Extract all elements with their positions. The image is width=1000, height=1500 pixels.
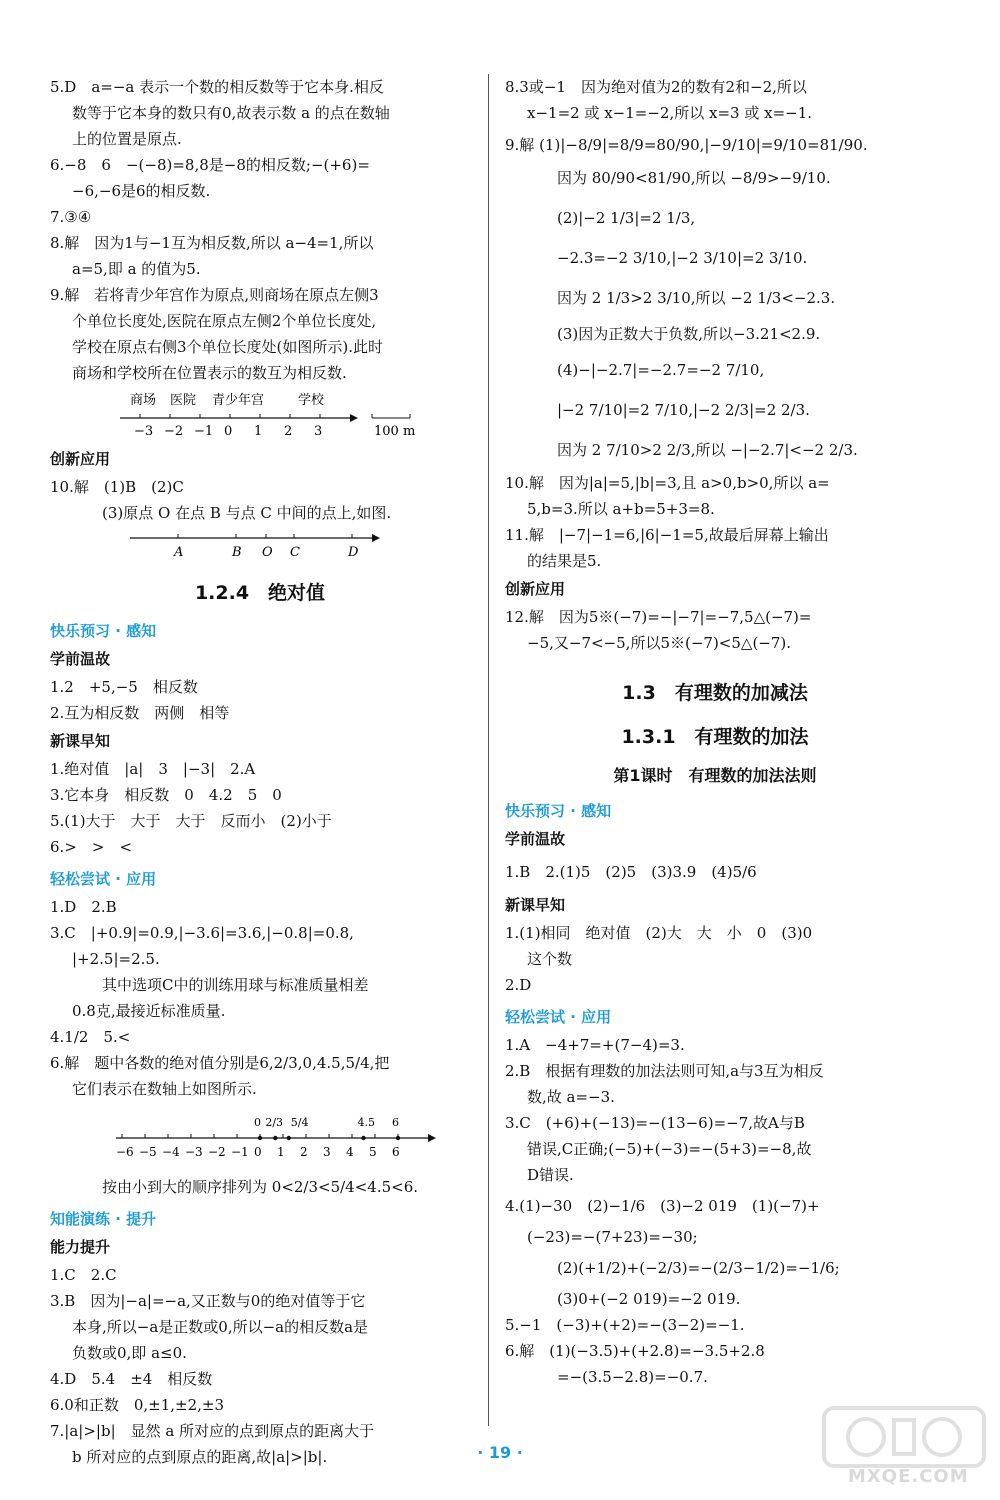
tick-label: 2	[300, 1145, 308, 1159]
r-try-line6: D错误.	[527, 1166, 574, 1184]
ability-line8: b 所对应的点到原点的距离,故|a|>|b|.	[72, 1448, 328, 1466]
q9-line1: 9.解 若将青少年宫作为原点,则商场在原点左侧3	[50, 286, 379, 304]
point-label: B	[232, 545, 242, 560]
review-line2: 2.互为相反数 两侧 相等	[50, 704, 230, 722]
r-q8-line1: 8.3或−1 因为绝对值为2的数有2和−2,所以	[505, 78, 807, 96]
r-q9-line8: |−2 7/10|=2 7/10,|−2 2/3|=2 2/3.	[557, 401, 810, 419]
tick-label: 3	[323, 1145, 331, 1159]
r-q11-line1: 11.解 |−7|−1=6,|6|−1=5,故最后屏幕上输出	[505, 526, 829, 544]
tick-label: −2	[208, 1145, 226, 1159]
tick-label: −3	[134, 424, 154, 439]
q6-line1: 6.−8 6 −(−8)=8,8是−8的相反数;−(+6)=	[50, 156, 370, 174]
tick-label: −6	[116, 1145, 134, 1159]
axis-arrow-icon	[428, 1134, 436, 1142]
tick-label: 1	[277, 1145, 285, 1159]
try-q6-line2: 它们表示在数轴上如图所示.	[72, 1080, 257, 1098]
r-try-line5: 错误,C正确;(−5)+(−3)=−(5+3)=−8,故	[527, 1140, 812, 1158]
tick-label: 3	[314, 424, 323, 439]
r-new-lesson-line3: 2.D	[505, 976, 532, 994]
axis-arrow-icon	[372, 534, 380, 542]
try-line2: 3.C |+0.9|=0.9,|−3.6|=3.6,|−0.8|=0.8,	[50, 924, 354, 942]
tick-label: −1	[231, 1145, 249, 1159]
new-lesson-line3: 5.(1)大于 大于 大于 反而小 (2)小于	[50, 812, 332, 830]
q10-line2: (3)原点 O 在点 B 与点 C 中间的点上,如图.	[102, 504, 392, 522]
number-line-figure-places	[110, 390, 430, 440]
point-label: C	[290, 545, 300, 560]
r-q10-line1: 10.解 因为|a|=5,|b|=3,且 a>0,b>0,所以 a=	[505, 474, 830, 492]
section-happy-preview-left: 快乐预习 · 感知	[50, 622, 157, 640]
point-label: A	[174, 545, 184, 560]
heading-1-3: 1.3 有理数的加减法	[622, 682, 808, 704]
q6-line2: −6,−6是6的相反数.	[72, 182, 211, 200]
q7-line: 7.③④	[50, 208, 92, 226]
ability-line5: 4.D 5.4 ±4 相反数	[50, 1370, 213, 1388]
place-label-mall: 商场	[130, 393, 157, 408]
tick-label: −4	[162, 1145, 180, 1159]
r-try-line11: 5.−1 (−3)+(+2)=−(3−2)=−1.	[505, 1316, 745, 1334]
tick-label: 5	[369, 1145, 377, 1159]
new-lesson-line1: 1.绝对值 |a| 3 |−3| 2.A	[50, 760, 256, 778]
q5-line2: 数等于它本身的数只有0,故表示数 a 的点在数轴	[72, 104, 390, 122]
r-q9-line7: (4)−|−2.7|=−2.7=−2 7/10,	[557, 361, 765, 379]
tick-label: 0	[254, 1145, 262, 1159]
ability-line1: 1.C 2.C	[50, 1266, 117, 1284]
new-lesson-line4: 6.> > <	[50, 838, 133, 856]
left-column	[50, 74, 470, 1470]
tick-label: 2	[284, 424, 293, 439]
heading-1-3-1: 1.3.1 有理数的加法	[621, 726, 809, 748]
r-q12-line2: −5,又−7<−5,所以5※(−7)<5△(−7).	[527, 634, 792, 652]
page-number: · 19 ·	[477, 1443, 523, 1462]
r-q11-line2: 的结果是5.	[527, 552, 602, 570]
heading-1-2-4: 1.2.4 绝对值	[194, 582, 326, 604]
r-q9-line4: −2.3=−2 3/10,|−2 3/10|=2 3/10.	[557, 249, 808, 267]
try-q6-conclusion: 按由小到大的顺序排列为 0<2/3<5/4<4.5<6.	[102, 1178, 419, 1196]
r-q9-line5: 因为 2 1/3>2 3/10,所以 −2 1/3<−2.3.	[557, 289, 836, 307]
tick-label: −1	[194, 424, 214, 439]
number-line-figure-abocd	[120, 530, 420, 564]
try-q6-line1: 6.解 题中各数的绝对值分别是6,2/3,0,4.5,5/4,把	[50, 1054, 390, 1072]
ability-line2: 3.B 因为|−a|=−a,又正数与0的绝对值等于它	[50, 1292, 366, 1310]
section-happy-preview-right: 快乐预习 · 感知	[505, 802, 612, 820]
r-try-line12: 6.解 (1)(−3.5)+(+2.8)=−3.5+2.8	[505, 1342, 765, 1360]
r-try-line8: (−23)=−(7+23)=−30;	[527, 1228, 698, 1246]
subsection-new-lesson-left: 新课早知	[50, 732, 111, 750]
q8-line2: a=5,即 a 的值为5.	[72, 260, 201, 278]
subsection-new-lesson-right: 新课早知	[505, 896, 566, 914]
r-q10-line2: 5,b=3.所以 a+b=5+3=8.	[527, 500, 715, 518]
section-innovation-left: 创新应用	[50, 450, 111, 468]
r-try-line2: 2.B 根据有理数的加法法则可知,a与3互为相反	[505, 1062, 824, 1080]
r-try-line1: 1.A −4+7=+(7−4)=3.	[505, 1036, 685, 1054]
tick-label: −5	[139, 1145, 157, 1159]
tick-label: −2	[164, 424, 184, 439]
scale-label: 100 m	[374, 424, 416, 439]
tick-label: 1	[254, 424, 263, 439]
try-line3: |+2.5|=2.5.	[72, 950, 160, 968]
marked-label: 2/3	[265, 1116, 284, 1129]
q5-line1: 5.D a=−a 表示一个数的相反数等于它本身.相反	[50, 78, 384, 96]
subsection-review-right: 学前温故	[505, 830, 566, 848]
section-innovation-right: 创新应用	[505, 580, 566, 598]
r-try-line7: 4.(1)−30 (2)−1/6 (3)−2 019 (1)(−7)+	[505, 1197, 820, 1215]
r-try-line9: (2)(+1/2)+(−2/3)=−(2/3−1/2)=−1/6;	[557, 1259, 840, 1277]
ability-line4: 负数或0,即 a≤0.	[72, 1344, 187, 1362]
r-new-lesson-line2: 这个数	[527, 950, 573, 968]
tick-label: 6	[392, 1145, 400, 1159]
tick-label: 0	[224, 424, 233, 439]
r-q8-line2: x−1=2 或 x−1=−2,所以 x=3 或 x=−1.	[527, 104, 813, 122]
r-q9-line6: (3)因为正数大于负数,所以−3.21<2.9.	[557, 325, 821, 343]
column-divider	[488, 74, 489, 1426]
place-label-school: 学校	[298, 393, 325, 408]
q9-line4: 商场和学校所在位置表示的数互为相反数.	[72, 364, 347, 382]
place-label-hospital: 医院	[170, 393, 197, 408]
r-q12-line1: 12.解 因为5※(−7)=−|−7|=−7,5△(−7)=	[505, 608, 812, 626]
point-label: O	[262, 545, 273, 560]
right-column	[505, 74, 925, 1390]
tick-label: 4	[346, 1145, 354, 1159]
new-lesson-line2: 3.它本身 相反数 0 4.2 5 0	[50, 786, 282, 804]
try-line1: 1.D 2.B	[50, 898, 117, 916]
ability-line6: 6.0和正数 0,±1,±2,±3	[50, 1396, 225, 1414]
ability-line7: 7.|a|>|b| 显然 a 所对应的点到原点的距离大于	[50, 1422, 375, 1440]
tick-label: −3	[185, 1145, 203, 1159]
r-q9-line3: (2)|−2 1/3|=2 1/3,	[557, 209, 696, 227]
q10-line1: 10.解 (1)B (2)C	[50, 478, 184, 496]
watermark-url: MXQE.COM	[848, 1466, 969, 1487]
q9-line3: 学校在原点右侧3个单位长度处(如图所示).此时	[72, 338, 384, 356]
r-try-line4: 3.C (+6)+(−13)=−(13−6)=−7,故A与B	[505, 1114, 805, 1132]
r-q9-line9: 因为 2 7/10>2 2/3,所以 −|−2.7|<−2 2/3.	[557, 441, 858, 459]
heading-lesson-1: 第1课时 有理数的加法法则	[613, 766, 817, 785]
place-label-youth-palace: 青少年宫	[212, 393, 265, 408]
r-try-line3: 数,故 a=−3.	[527, 1088, 615, 1106]
try-note1: 其中选项C中的训练用球与标准质量相差	[102, 976, 369, 994]
axis-arrow-icon	[350, 414, 358, 422]
marked-label: 4.5	[357, 1116, 375, 1129]
r-q9-line2: 因为 80/90<81/90,所以 −8/9>−9/10.	[557, 169, 831, 187]
try-note2: 0.8克,最接近标准质量.	[72, 1002, 226, 1020]
subsection-ability-up: 能力提升	[50, 1238, 111, 1256]
number-line-figure-abs	[110, 1106, 440, 1168]
point-label: D	[348, 545, 359, 560]
marked-label: 0	[254, 1116, 261, 1129]
marked-label: 5/4	[290, 1116, 309, 1129]
marked-label: 6	[392, 1116, 399, 1129]
r-q9-line1: 9.解 (1)|−8/9|=8/9=80/90,|−9/10|=9/10=81/90.	[505, 136, 868, 154]
r-new-lesson-line1: 1.(1)相同 绝对值 (2)大 大 小 0 (3)0	[505, 924, 813, 942]
section-easy-try-right: 轻松尝试 · 应用	[505, 1008, 612, 1026]
r-try-line13: =−(3.5−2.8)=−0.7.	[557, 1368, 708, 1386]
q9-line2: 个单位长度处,医院在原点左侧2个单位长度处,	[72, 312, 377, 330]
q8-line1: 8.解 因为1与−1互为相反数,所以 a−4=1,所以	[50, 234, 374, 252]
r-review-line: 1.B 2.(1)5 (2)5 (3)3.9 (4)5/6	[505, 863, 757, 881]
q5-line3: 上的位置是原点.	[72, 130, 182, 148]
review-line1: 1.2 +5,−5 相反数	[50, 678, 198, 696]
try-q4-q5: 4.1/2 5.<	[50, 1028, 131, 1046]
subsection-review-left: 学前温故	[50, 650, 111, 668]
section-easy-try-left: 轻松尝试 · 应用	[50, 870, 157, 888]
ability-line3: 本身,所以−a是正数或0,所以−a的相反数a是	[72, 1318, 369, 1336]
section-skill-practice: 知能演练 · 提升	[50, 1210, 157, 1228]
r-try-line10: (3)0+(−2 019)=−2 019.	[557, 1290, 741, 1308]
